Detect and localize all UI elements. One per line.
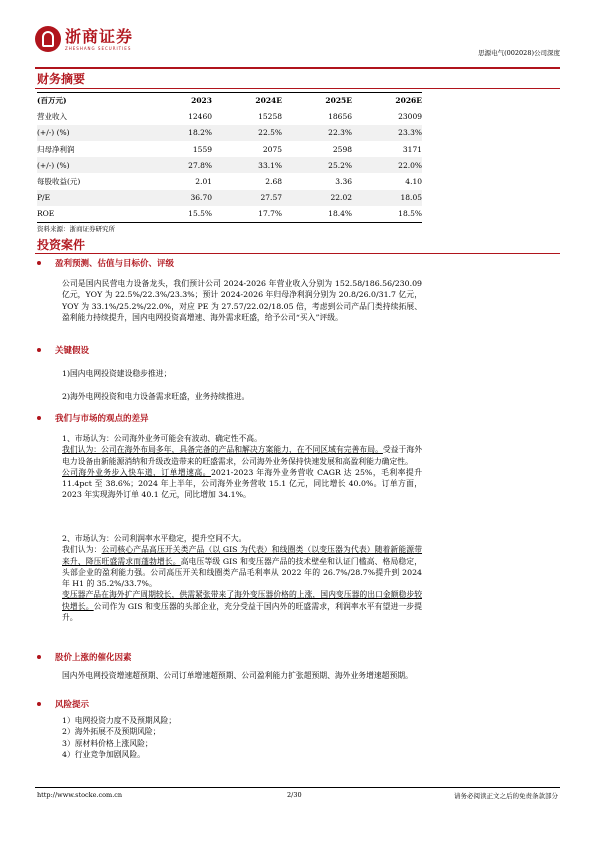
table-cell: 25.2% xyxy=(282,157,352,173)
row-label: ROE xyxy=(37,206,142,222)
bullet-dot-icon xyxy=(37,655,41,659)
table-source-note: 资料来源：浙商证券研究所 xyxy=(37,225,115,233)
forecast-paragraph xyxy=(62,278,422,323)
table-year: 2026E xyxy=(352,93,422,109)
paragraph-text: 2、市场认为：公司利润率水平稳定，提升空间不大。 xyxy=(62,534,247,543)
bullet-dot-icon xyxy=(37,261,41,265)
table-header-row xyxy=(37,93,422,109)
table-cell: 15258 xyxy=(258,112,282,122)
our-view-lead: 我们认为： xyxy=(62,445,102,455)
bullet-heading-risks xyxy=(37,698,89,710)
table-cell: 12460 xyxy=(188,112,212,122)
table-row xyxy=(37,173,422,189)
table-cell: 18.5% xyxy=(352,206,422,222)
body-text: 2021-2023 年海外业务营收 CAGR 达 25%，毛利率提升 11.4pct 至 38.6%；2024 年上半年，公司海外业务营收 15.1 亿元，同比增长 40.0%。订单方面，2023 年实现海外订单 40.1 亿元，同比增加 34.1%。 xyxy=(62,467,422,500)
list-item: 3）原材料价格上涨风险； xyxy=(62,738,153,748)
table-cell: 1559 xyxy=(192,144,212,154)
table-year: 2024E xyxy=(212,93,282,109)
table-year: 2025E xyxy=(282,93,352,109)
market-view-1 xyxy=(62,433,422,501)
table-row xyxy=(37,141,422,157)
table-cell: 3171 xyxy=(402,144,422,154)
bullet-heading-catalysts xyxy=(37,651,132,663)
investment-thesis-title: 投资案件 xyxy=(37,238,86,252)
underlined-text: 公司在海外布局多年，具备完备的产品和解决方案能力，在不同区域有完善布局。 xyxy=(101,445,383,455)
bullet-heading-text: 盈利预测、估值与目标价、评级 xyxy=(55,259,175,269)
row-label: P/E xyxy=(37,190,142,206)
table-row xyxy=(37,109,422,125)
table-cell: 2.01 xyxy=(195,177,212,187)
list-item: 4）行业竞争加剧风险。 xyxy=(62,749,145,759)
table-row xyxy=(37,125,422,141)
table-cell: 18656 xyxy=(328,112,352,122)
market-view-2 xyxy=(62,533,422,623)
paragraph-text: 1、市场认为：公司海外业务可能会有波动、确定性不高。 xyxy=(62,434,262,443)
table-cell: 22.0% xyxy=(352,157,422,173)
paragraph-text xyxy=(62,467,422,501)
underlined-text: 公司核心产品高压开关类产品（以 GIS 为代表）和线圈类（以变压器为代表）随着新能源带来升、降压旺盛需求而蓬勃增长。 xyxy=(62,545,423,566)
table-cell: 18.4% xyxy=(282,206,352,222)
bullet-heading-text: 股价上涨的催化因素 xyxy=(55,653,132,663)
bullet-dot-icon xyxy=(37,348,41,352)
paragraph-text: 1)国内电网投资建设稳步推进； xyxy=(62,369,172,378)
paragraph-text xyxy=(62,589,422,623)
paragraph-text: 公司是国内民营电力设备龙头，我们预计公司 2024-2026 年营业收入分别为 152.58/186.56/230.09 亿元，YOY 为 22.5%/22.3%/23.3%；预计 2024-2026 年归母净利润分别为 20.8/26.0/31.7 亿元，YOY 为 33.1%/25.2%/22.0%，对应 PE 为 27.57/22.02/18.05 倍，考虑到公司产品门类持续拓展、盈利能力持续提升，国内电网投资高增速、海外需求旺盛，给予公司“买入”评级。 xyxy=(62,279,422,322)
assumption-item xyxy=(62,391,422,402)
bullet-heading-text: 关键假设 xyxy=(55,346,90,356)
brand-name-en: ZHESHANG SECURITIES xyxy=(65,45,132,51)
bullet-heading-differences xyxy=(37,412,149,424)
table-cell: 27.8% xyxy=(142,157,212,173)
underlined-text: 公司海外业务步入快车道，订单增速高。 xyxy=(62,467,211,477)
table-cell: 22.3% xyxy=(282,125,352,141)
body-text: 高电压等级 GIS 和变压器产品的技术壁垒和认证门槛高、格局稳定，头部企业的盈利能力强。公司高压开关和线圈类产品毛利率从 2022 年的 26.7%/28.7%提升到 2024 年 H1 的 35.2%/33.7%。 xyxy=(62,556,422,589)
table-cell: 2.68 xyxy=(265,177,282,187)
bullet-heading-forecast xyxy=(37,257,174,269)
table-unit: (百万元) xyxy=(37,93,142,109)
paragraph-text xyxy=(62,544,422,589)
financial-table xyxy=(37,92,422,223)
table-cell: 15.5% xyxy=(142,206,212,222)
table-year: 2023 xyxy=(142,93,212,109)
table-cell: 23.3% xyxy=(352,125,422,141)
table-cell: 18.2% xyxy=(142,125,212,141)
table-row xyxy=(37,206,422,222)
row-label: (+/-) (%) xyxy=(37,157,142,173)
table-cell: 3.36 xyxy=(335,177,352,187)
assumption-item xyxy=(62,368,422,379)
bullet-heading-text: 风险提示 xyxy=(55,700,90,710)
body-text: 受益于海外电力设备由新能源消纳和升级改造带来的旺盛需求，公司海外业务保持快速发展和高盈利能力确定性。 xyxy=(62,445,423,466)
paragraph-text xyxy=(62,444,422,467)
footer-disclaimer: 请务必阅读正文之后的免责条款部分 xyxy=(454,792,558,800)
bullet-heading-assumptions xyxy=(37,344,89,356)
row-label: 营业收入 xyxy=(37,112,67,122)
document-tag: 思源电气(002028)公司深度 xyxy=(478,49,560,57)
bullet-dot-icon xyxy=(37,702,41,706)
bullet-heading-text: 我们与市场的观点的差异 xyxy=(55,414,149,424)
financial-summary-divider xyxy=(35,88,560,89)
bullet-dot-icon xyxy=(37,416,41,420)
table-cell: 33.1% xyxy=(212,157,282,173)
logo-icon xyxy=(35,26,61,52)
table-row xyxy=(37,190,422,206)
page-header xyxy=(35,26,560,66)
paragraph-text: 2)海外电网投资和电力设备需求旺盛，业务持续推进。 xyxy=(62,392,250,401)
table-cell: 22.5% xyxy=(212,125,282,141)
list-item: 1）电网投资力度不及预期风险； xyxy=(62,716,177,725)
table-cell: 17.7% xyxy=(212,206,282,222)
table-cell: 36.70 xyxy=(142,190,212,206)
underlined-text: 变压器产品在海外扩产周期较长，供需紧张带来了海外变压器价格的上涨，国内变压器的出口金额稳步较快增长。 xyxy=(62,590,422,611)
risk-list xyxy=(62,715,422,760)
catalysts-paragraph xyxy=(62,670,422,681)
our-view-lead: 我们认为： xyxy=(62,545,102,555)
row-label: 每股收益(元) xyxy=(37,177,81,187)
footer-divider xyxy=(35,787,560,788)
table-cell: 4.10 xyxy=(405,177,422,187)
table-cell: 2075 xyxy=(262,144,282,154)
brand-name-cn: 浙商证券 xyxy=(65,26,134,46)
financial-summary-title: 财务摘要 xyxy=(37,72,86,86)
row-label: 归母净利润 xyxy=(37,144,75,154)
list-item: 2）海外拓展不及预期风险； xyxy=(62,727,161,737)
row-label: (+/-) (%) xyxy=(37,125,142,141)
table-cell: 2598 xyxy=(332,144,352,154)
table-row xyxy=(37,157,422,173)
table-cell: 27.57 xyxy=(212,190,282,206)
header-divider xyxy=(35,67,560,69)
footer-url[interactable]: http://www.stocke.com.cn xyxy=(37,791,123,799)
table-cell: 23009 xyxy=(398,112,422,122)
body-text: 公司作为 GIS 和变压器的头部企业，充分受益于国内外的旺盛需求，利润率水平有望进一步提升。 xyxy=(62,601,422,623)
brand-logo xyxy=(35,26,133,52)
table-cell: 22.02 xyxy=(282,190,352,206)
investment-thesis-divider xyxy=(35,253,560,254)
paragraph-text: 国内外电网投资增速超预期、公司订单增速超预期、公司盈利能力扩张超预期、海外业务增速超预期。 xyxy=(62,671,413,680)
page-number: 2/30 xyxy=(287,791,302,799)
table-cell: 18.05 xyxy=(352,190,422,206)
